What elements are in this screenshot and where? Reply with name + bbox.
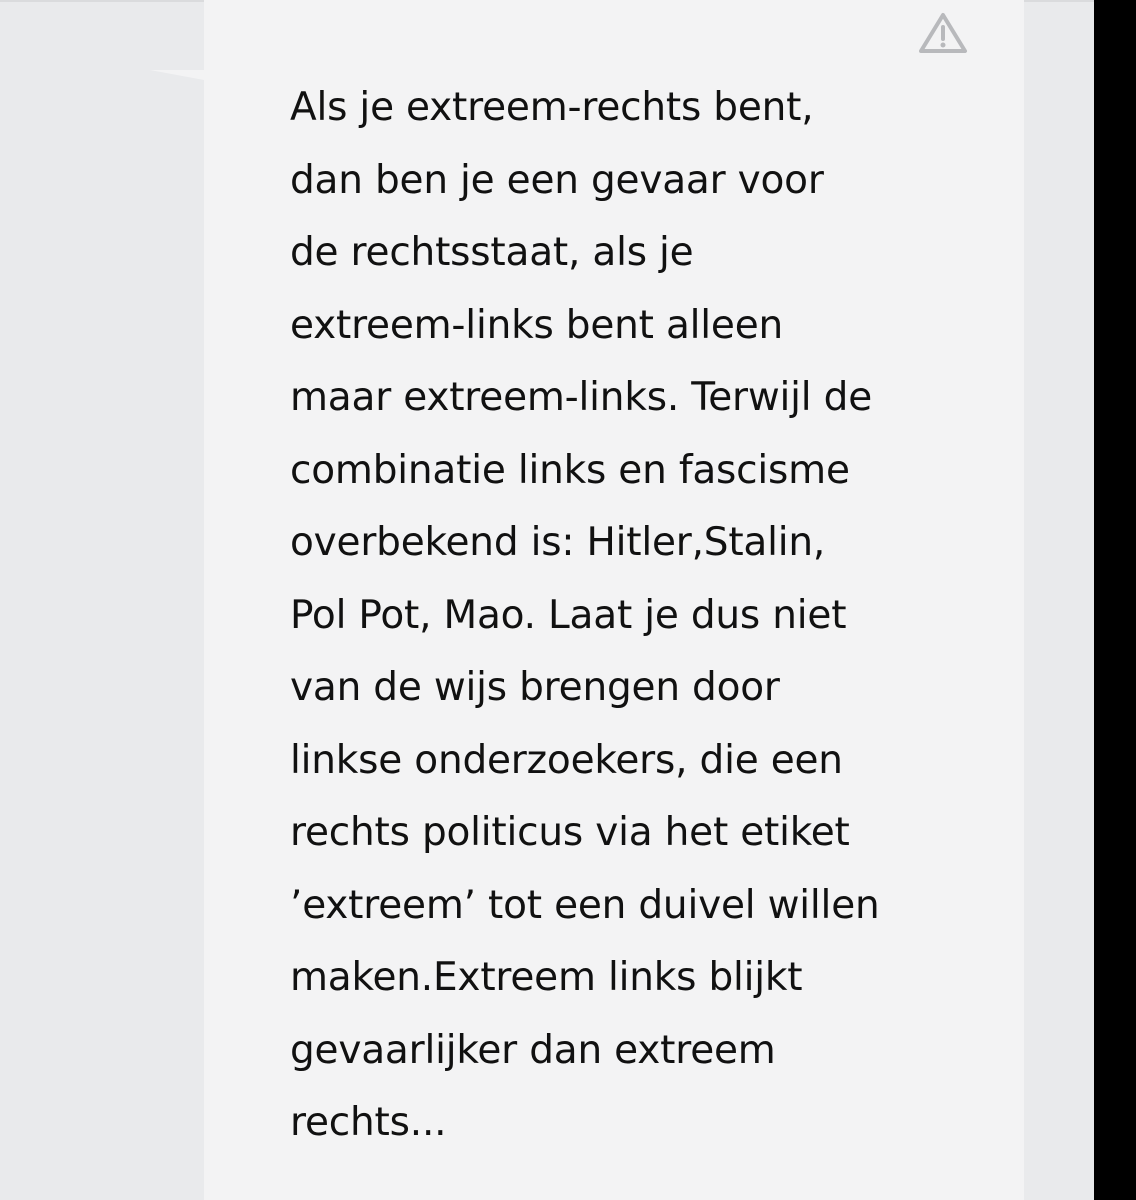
message-line: overbekend is: Hitler,Stalin, — [290, 520, 826, 565]
message-line: van de wijs brengen door — [290, 665, 780, 710]
warning-icon[interactable] — [916, 10, 970, 56]
message-line: Pol Pot, Mao. Laat je dus niet — [290, 592, 847, 638]
message-line: rechts politicus via het etiket — [290, 810, 850, 855]
message-line: de rechtsstaat, als je — [290, 230, 694, 275]
message-line: ’extreem’ tot een duivel willen — [290, 882, 880, 928]
message-line: maken.Extreem links blijkt — [290, 955, 803, 1000]
message-line: linkse onderzoekers, die een — [290, 737, 843, 783]
message-line: rechts... — [290, 1100, 447, 1145]
message-text — [290, 72, 990, 1160]
message-bubble-tail — [150, 70, 204, 140]
message-line: Als je extreem-rechts bent, — [290, 85, 814, 130]
message-line: gevaarlijker dan extreem — [290, 1027, 776, 1073]
message-line: dan ben je een gevaar voor — [290, 157, 824, 203]
message-line: maar extreem-links. Terwijl de — [290, 375, 872, 420]
message-line: extreem-links bent alleen — [290, 302, 784, 348]
message-line: combinatie links en fascisme — [290, 447, 850, 493]
